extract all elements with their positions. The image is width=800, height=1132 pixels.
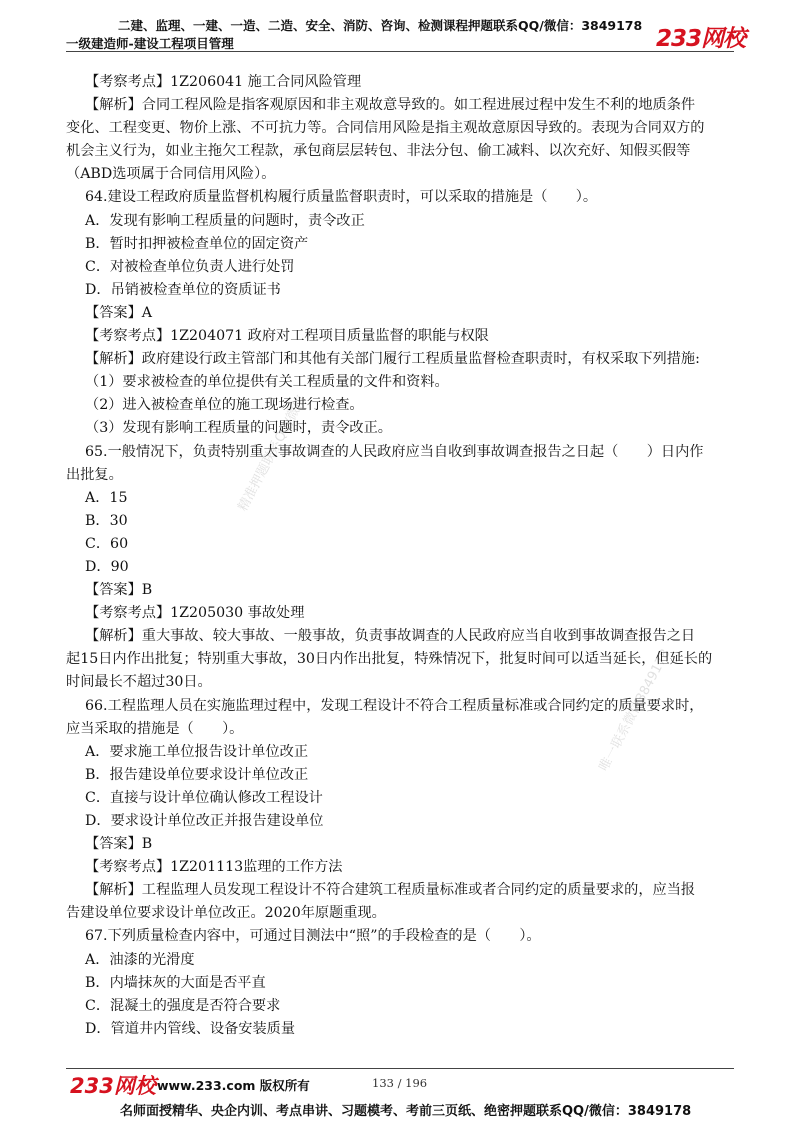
text-line: （2）进入被检查单位的施工现场进行检查。 (85, 397, 364, 414)
watermark-text: 唯一联系微信3849178 (596, 646, 674, 774)
footer-site: www.233.com 版权所有 (157, 1078, 310, 1093)
text-line: 【解析】工程监理人员发现工程设计不符合建筑工程质量标准或者合同约定的质量要求的，应当报 (85, 882, 696, 899)
text-line: 告建设单位要求设计单位改正。2020年原题重现。 (66, 905, 386, 922)
text-line: C．直接与设计单位确认修改工程设计 (85, 789, 323, 806)
text-line: D．管道井内管线、设备安装质量 (85, 1020, 296, 1037)
text-line: （1）要求被检查的单位提供有关工程质量的文件和资料。 (85, 374, 449, 391)
text-line: （ABD选项属于合同信用风险）。 (66, 166, 276, 183)
document-body (66, 71, 742, 1041)
watermark-text: 精准押题联系QQ/微信 (235, 393, 310, 514)
text-line: C．混凝土的强度是否符合要求 (85, 997, 281, 1014)
text-line: 66.工程监理人员在实施监理过程中，发现工程设计不符合工程质量标准或合同约定的质量要求时， (85, 697, 704, 714)
header-divider (66, 51, 734, 52)
page-number: 133 / 196 (372, 1076, 428, 1090)
text-line: 机会主义行为，如业主拖欠工程款，承包商层层转包、非法分包、偷工减料、以次充好、知假买假等 (66, 143, 691, 160)
text-line: 【解析】政府建设行政主管部门和其他有关部门履行工程质量监督检查职责时，有权采取下列措施: (85, 351, 700, 368)
text-line: D．90 (85, 558, 129, 575)
text-line: D．要求设计单位改正并报告建设单位 (85, 813, 324, 829)
text-line: 【考察考点】1Z206041 施工合同风险管理 (85, 74, 362, 90)
text-line: A．15 (85, 489, 128, 506)
text-line: 时间最长不超过30日。 (66, 674, 212, 691)
text-line: C．对被检查单位负责人进行处罚 (85, 258, 295, 275)
text-line: B．30 (85, 512, 128, 529)
header-subject: 一级建造师-建设工程项目管理 (66, 36, 234, 51)
text-line: 【解析】重大事故、较大事故、一般事故，负责事故调查的人民政府应当自收到事故调查报告之日 (85, 628, 696, 645)
text-line: B．报告建设单位要求设计单位改正 (85, 766, 309, 783)
text-line: 【考察考点】1Z204071 政府对工程项目质量监督的职能与权限 (85, 328, 489, 345)
text-line: 67.下列质量检查内容中，可通过目测法中“照”的手段检查的是（ ）。 (85, 928, 541, 945)
text-line: A．油漆的光滑度 (85, 951, 195, 968)
text-line: 应当采取的措施是（ ）。 (66, 720, 244, 737)
header-logo: 233网校 (656, 26, 746, 52)
text-line: B．暂时扣押被检查单位的固定资产 (85, 235, 309, 252)
text-line: 【答案】A (85, 304, 152, 321)
footer-ad-text: 名师面授精华、央企内训、考点串讲、习题模考、考前三页纸、绝密押题联系QQ/微信：3849178 (120, 1104, 692, 1119)
footer-logo: 233网校 (70, 1074, 156, 1098)
text-line: 64.建设工程政府质量监督机构履行质量监督职责时，可以采取的措施是（ ）。 (85, 189, 598, 206)
footer-divider (66, 1068, 734, 1069)
text-line: 【答案】B (85, 836, 153, 853)
text-line: 出批复。 (66, 466, 123, 483)
text-line: B．内墙抹灰的大面是否平直 (85, 974, 266, 991)
page-header (0, 0, 800, 54)
text-line: 变化、工程变更、物价上涨、不可抗力等。合同信用风险是指主观故意原因导致的。表现为合同双方的 (66, 120, 705, 137)
text-line: 【答案】B (85, 582, 153, 599)
text-line: A．要求施工单位报告设计单位改正 (85, 743, 309, 760)
text-line: D．吊销被检查单位的资质证书 (85, 281, 281, 298)
text-line: 65.一般情况下，负责特别重大事故调查的人民政府应当自收到事故调查报告之日起（ ）日内作 (85, 443, 704, 460)
text-line: 【解析】合同工程风险是指客观原因和非主观故意导致的。如工程进展过程中发生不利的地质条件 (85, 97, 696, 114)
page-footer (0, 1060, 800, 1132)
text-line: 【考察考点】1Z205030 事故处理 (85, 605, 305, 622)
text-line: （3）发现有影响工程质量的问题时，责令改正。 (85, 420, 392, 437)
text-line: 起15日内作出批复；特别重大事故，30日内作出批复，特殊情况下，批复时间可以适当延长，但延长的 (66, 651, 713, 668)
header-ad-text: 二建、监理、一建、一造、二造、安全、消防、咨询、检测课程押题联系QQ/微信：3849178 (118, 18, 643, 33)
text-line: 【考察考点】1Z201113监理的工作方法 (85, 859, 343, 876)
text-line: C．60 (85, 535, 129, 552)
text-line: A．发现有影响工程质量的问题时，责令改正 (85, 212, 365, 229)
